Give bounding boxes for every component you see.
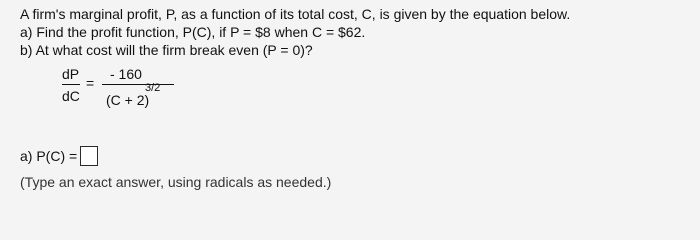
lhs-numerator: dP [62, 66, 80, 82]
rhs-numerator: - 160 [110, 66, 142, 82]
problem-line-3: b) At what cost will the firm break even (P = 0)? [20, 42, 313, 58]
equals-sign: = [86, 75, 95, 91]
problem-line-1: A firm's marginal profit, P, as a function of its total cost, C, is given by the equation below. [20, 6, 571, 22]
rhs-denominator: (C + 2) [106, 92, 150, 108]
answer-label: a) P(C) = [20, 147, 78, 164]
answer-hint: (Type an exact answer, using radicals as needed.) [20, 174, 332, 190]
problem-line-2: a) Find the profit function, P(C), if P = $8 when C = $62. [20, 24, 366, 40]
rhs-exponent: 3/2 [145, 82, 161, 94]
derivative-equation [62, 62, 222, 132]
answer-input[interactable] [80, 146, 98, 166]
lhs-fraction-bar [62, 84, 80, 85]
rhs-fraction-bar [102, 84, 174, 85]
lhs-denominator: dC [62, 88, 80, 104]
answer-row [20, 146, 98, 166]
